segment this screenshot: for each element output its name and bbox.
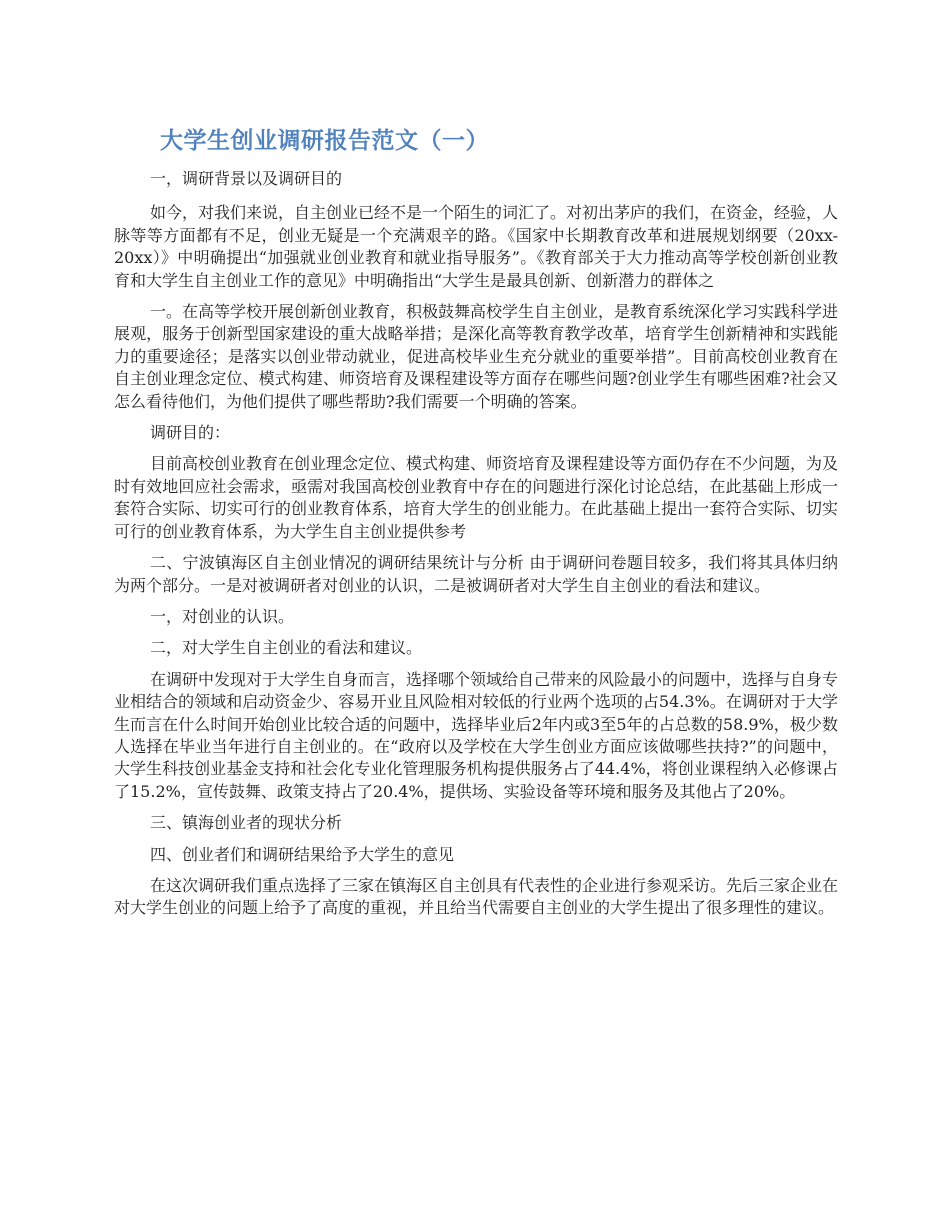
subheading-views-suggestions: 二，对大学生自主创业的看法和建议。	[150, 638, 423, 658]
paragraph-survey-results: 在调研中发现对于大学生自身而言，选择哪个领域给自己带来的风险最小的问题中，选择与自身专业相结合的领域和启动资金少、容易开业且风险相对较低的行业两个选项的占54.3%。在调研对于大学生而言在什么时间开始创业比较合适的问题中，选择毕业后2年内或3至5年的占总数的58.9%，极少数人选择在毕业当年进行自主创业的。在“政府以及学校在大学生创业方面应该做哪些扶持?”的问题中，大学生科技创业基金支持和社会化专业化管理服务机构提供服务占了44.4%，将创业课程纳入必修课占了15.2%，宣传鼓舞、政策支持占了20.4%，提供场、实验设备等环境和服务及其他占了20%。	[114, 669, 839, 801]
paragraph-interviews: 在这次调研我们重点选择了三家在镇海区自主创具有代表性的企业进行参观采访。先后三家企业在对大学生创业的问题上给予了高度的重视，并且给当代需要自主创业的大学生提出了很多理性的建议。	[114, 875, 839, 918]
label-research-purpose: 调研目的：	[150, 423, 231, 443]
paragraph-research-purpose: 目前高校创业教育在创业理念定位、模式构建、师资培育及课程建设等方面仍存在不少问题，为及时有效地回应社会需求，亟需对我国高校创业教育中存在的问题进行深化讨论总结，在此基础上形成一套符合实际、切实可行的创业教育体系，培育大学生的创业能力。在此基础上提出一套符合实际、切实可行的创业教育体系，为大学生自主创业提供参考	[114, 454, 839, 541]
section-heading-background: 一，调研背景以及调研目的	[150, 169, 343, 188]
paragraph-significance: 一。在高等学校开展创新创业教育，积极鼓舞高校学生自主创业，是教育系统深化学习实践科学进展观，服务于创新型国家建设的重大战略举措；是深化高等教育教学改革，培育学生创新精神和实践能力的重要途径；是落实以创业带动就业，促进高校毕业生充分就业的重要举措”。目前高校创业教育在自主创业理念定位、模式构建、师资培育及课程建设等方面存在哪些问题?创业学生有哪些困难?社会又怎么看待他们，为他们提供了哪些帮助?我们需要一个明确的答案。	[114, 302, 839, 411]
paragraph-intro: 如今，对我们来说，自主创业已经不是一个陌生的词汇了。对初出茅庐的我们，在资金，经验，人脉等等方面都有不足，创业无疑是一个充满艰辛的路。《国家中长期教育改革和进展规划纲要（20xx-20xx）》中明确提出“加强就业创业教育和就业指导服务”。《教育部关于大力推动高等学校创新创业教育和大学生自主创业工作的意见》中明确指出“大学生是最具创新、创新潜力的群体之	[114, 203, 839, 290]
subheading-understanding: 一，对创业的认识。	[150, 606, 295, 626]
section-heading-status: 三、镇海创业者的现状分析	[150, 813, 343, 833]
document-body	[114, 168, 838, 929]
section-heading-advice: 四、创业者们和调研结果给予大学生的意见	[150, 844, 455, 864]
document-title: 大学生创业调研报告范文（一）	[160, 128, 489, 154]
paragraph-section-two: 二、宁波镇海区自主创业情况的调研结果统计与分析 由于调研问卷题目较多，我们将其具体归纳为两个部分。一是对被调研者对创业的认识，二是被调研者对大学生自主创业的看法和建议。	[114, 553, 838, 595]
